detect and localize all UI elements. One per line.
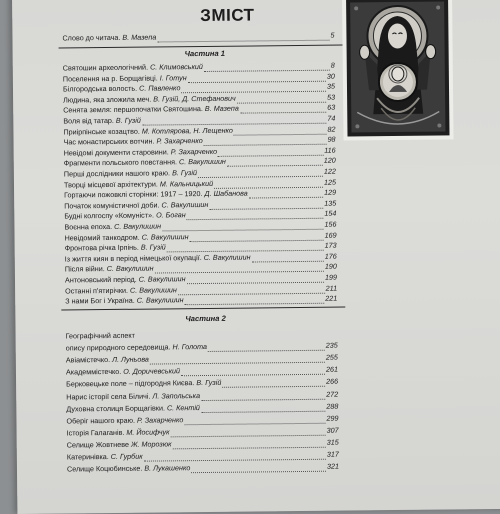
toc-entry-title: Будні колгоспу «Комуніст». xyxy=(64,210,155,221)
toc-entry-title: З нами Бог і Україна. xyxy=(65,295,135,306)
divider-line xyxy=(61,307,345,311)
toc-page-number: 255 xyxy=(325,352,338,362)
toc-leader-dots xyxy=(170,428,325,438)
toc-entry-author: С. Гурбик xyxy=(110,451,143,461)
toc-entry-author: Р. Захарченко xyxy=(136,414,184,425)
toc-leader-dots xyxy=(201,403,326,412)
toc-entry-author: С. Вакулишин xyxy=(161,199,209,210)
toc-page-number: 63 xyxy=(327,103,336,113)
toc-page-number: 307 xyxy=(326,425,339,435)
toc-entry-author: С. Вакулишин xyxy=(106,263,154,274)
toc-leader-dots xyxy=(173,440,326,450)
toc-entry-title: Академмістечко. xyxy=(65,367,122,377)
icon-of-the-theotokos-image xyxy=(342,0,454,141)
toc-entry-title: Останні п'ятирічки. xyxy=(65,285,129,296)
toc-entry-author: Ж. Морозюк xyxy=(130,439,172,449)
toc-entry-author: О. Доричевський xyxy=(123,366,181,377)
toc-page-number: 261 xyxy=(325,364,338,375)
toc-leader-dots xyxy=(249,190,323,199)
toc-entry-title: Географічний аспект xyxy=(65,330,135,341)
toc-part-1-row xyxy=(65,294,337,307)
toc-row-intro xyxy=(62,31,334,44)
toc-entry-author: С. Вакулишин xyxy=(141,231,189,242)
toc-entry-author: В. Гузій xyxy=(140,242,166,252)
toc-leader-dots xyxy=(227,158,323,167)
toc-leader-dots xyxy=(191,464,326,473)
toc-entry-title: Антоновський період. xyxy=(64,274,137,285)
toc-entry-title: Початок комуністичної доби. xyxy=(64,200,160,211)
toc-part-2-row xyxy=(66,329,338,342)
toc-entry-title: опису природного середовища. xyxy=(65,342,171,353)
toc-page-number: 199 xyxy=(324,272,338,282)
toc-page-number: 266 xyxy=(326,376,339,387)
toc-page-number: 299 xyxy=(326,413,339,423)
toc-entry-title: Воля від татар. xyxy=(63,115,114,126)
toc-entry-title: Після війни. xyxy=(64,264,105,274)
toc-leader-dots xyxy=(144,452,326,462)
toc-entry-title: Поселення на р. Борщагівці. xyxy=(62,73,158,84)
page-title: ЗМІСТ xyxy=(200,5,255,26)
toc-page-number: 173 xyxy=(324,240,337,250)
toc-entry-author: С. Вакулишин xyxy=(178,157,226,167)
toc-page-number: 30 xyxy=(326,71,335,81)
toc-entry-title: Воєнна епоха. xyxy=(64,221,113,232)
toc-entry-author: С. Вакулишин xyxy=(136,295,184,305)
toc-page-number: 5 xyxy=(330,30,335,40)
toc-part-2-row xyxy=(66,341,338,354)
toc-entry-author: Л. Луньова xyxy=(112,354,149,365)
toc-entry-author: Р. Захарченко xyxy=(156,136,203,146)
toc-entry-author: Д. Шабанова xyxy=(204,188,248,199)
toc-leader-dots xyxy=(218,148,323,157)
toc-leader-dots xyxy=(237,95,326,104)
toc-entry-title: Селище Коцюбинське. xyxy=(66,463,143,474)
toc-entry-title: Нарис історії села Біличі. xyxy=(66,391,151,401)
toc-page-number: 272 xyxy=(326,389,339,399)
toc-page-number: 120 xyxy=(323,156,336,166)
book-page xyxy=(12,0,500,514)
toc-part-2-row xyxy=(67,450,339,463)
toc-entry-author: С. Кентій xyxy=(166,402,200,412)
toc-page-number: 98 xyxy=(327,134,336,144)
divider-line xyxy=(59,45,343,49)
toc-part-2-row xyxy=(67,437,339,450)
toc-entry-title: Святошин археологічний. xyxy=(62,62,149,73)
toc-page-number: 53 xyxy=(327,92,336,102)
toc-entry-title: Творці місцевої архітектури. xyxy=(63,179,158,190)
toc-part-2-row xyxy=(66,401,338,414)
toc-entry-title: Оберіг нашого краю. xyxy=(66,415,136,426)
toc-leader-dots xyxy=(252,254,324,263)
religious-icon-illustration xyxy=(342,0,454,141)
toc-entry-title: Катеринівка. xyxy=(66,452,109,462)
toc-page-number: 317 xyxy=(326,449,339,459)
toc-entry-author: Р. Захарченко xyxy=(170,146,218,157)
toc-entry-title: Білгородська волость. xyxy=(62,83,138,94)
toc-entry-title: Перші дослідники нашого краю. xyxy=(63,168,171,179)
toc-entry-author: О. Боган xyxy=(155,210,186,220)
toc-entry-title: Невідомий танкодром. xyxy=(64,232,140,243)
toc-leader-dots xyxy=(157,33,329,43)
toc-entry-author: С. Климовський xyxy=(150,62,203,72)
toc-page-number: 129 xyxy=(324,187,337,197)
toc-entry-title: Невідомі документи старовини. xyxy=(63,147,169,158)
toc-page-number: 315 xyxy=(326,437,339,447)
toc-entry-author: С. Вакулишин xyxy=(114,221,162,231)
toc-page-number: 154 xyxy=(324,209,337,219)
toc-page-number: 125 xyxy=(323,177,337,187)
toc-entry-author: В. Мазепа xyxy=(122,32,157,42)
toc-leader-dots xyxy=(181,367,325,377)
toc-page-number: 116 xyxy=(324,145,336,155)
toc-entry-title: Фрагменти польського повстання. xyxy=(63,157,178,168)
toc-entry-author: В. Гузій, Д. Стефанович xyxy=(153,93,236,104)
toc-part-2-row xyxy=(66,413,338,426)
toc-entry-title: Гортаючи пожовклі сторінки: 1917 – 1920. xyxy=(64,189,203,200)
toc-page-number: 211 xyxy=(325,283,338,293)
toc-entry-title: Історія Галаганів. xyxy=(66,427,125,438)
toc-leader-dots xyxy=(234,126,327,135)
toc-entry-author: М. Котлярова, Н. Лещенко xyxy=(141,125,233,136)
toc-leader-dots xyxy=(150,355,325,365)
toc-page-number: 288 xyxy=(326,401,339,411)
toc-leader-dots xyxy=(240,105,326,114)
toc-leader-dots xyxy=(222,379,325,388)
toc-page-number: 235 xyxy=(325,340,338,350)
toc-leader-dots xyxy=(185,296,325,305)
toc-entry-author: В. Лукашенко xyxy=(144,463,191,473)
toc-entry-title: Сенята земля: першопочатки Святошина. xyxy=(63,104,203,115)
toc-entry-author: С. Павленко xyxy=(139,83,181,93)
toc-leader-dots xyxy=(184,415,325,424)
toc-part-2-row xyxy=(66,353,338,366)
toc-entry-title: Приірпінське козацтво. xyxy=(63,126,140,137)
toc-leader-dots xyxy=(201,391,325,400)
toc-page-number: 221 xyxy=(325,293,338,303)
toc-page-number: 321 xyxy=(326,461,340,471)
toc-entry-title: Берковецьке поле – підгородня Києва. xyxy=(66,378,195,389)
toc-part-2-row xyxy=(67,425,339,438)
part-1-heading: Частина 1 xyxy=(184,48,226,59)
toc-entry-author: І. Готун xyxy=(159,72,187,83)
toc-entry-author: В. Гузій xyxy=(115,115,141,125)
toc-page-number: 156 xyxy=(324,219,337,229)
toc-entry-author: Н. Голота xyxy=(172,342,208,352)
toc-page-number: 135 xyxy=(324,198,337,208)
toc-entry-author: М. Йосифчук xyxy=(126,427,170,437)
toc-entry-author: С. Вакулишин xyxy=(129,284,177,295)
toc-entry-author: С. Вакулишин xyxy=(203,252,251,262)
toc-entry-author: С. Вакулишин xyxy=(138,274,186,284)
toc-entry-title: Людина, яка зложила меч. xyxy=(63,94,152,105)
toc-part-2-row xyxy=(66,365,338,378)
toc-page-number: 176 xyxy=(324,251,337,261)
toc-entry-author: В. Гузій xyxy=(171,168,198,178)
toc-page-number: 82 xyxy=(327,124,336,134)
toc-part-2-row xyxy=(66,377,338,390)
toc-page-number: 35 xyxy=(326,81,336,91)
toc-entry-title: Слово до читача. xyxy=(62,32,121,43)
toc-entry-title: Фронтова річка Ірпінь. xyxy=(64,242,139,253)
toc-entry-title: Селище Жовтневе xyxy=(66,439,129,450)
toc-part-2-row xyxy=(67,462,339,475)
toc-page-number: 74 xyxy=(327,113,336,123)
toc-entry-author: М. Кальницький xyxy=(159,178,214,189)
toc-entry-title: Час монастирських вотчин. xyxy=(63,136,155,147)
toc-entry-author: В. Гузій xyxy=(196,378,222,388)
toc-page-number: 169 xyxy=(324,230,337,240)
toc-entry-author: В. Мазепа xyxy=(204,104,239,114)
toc-page-number: 8 xyxy=(330,60,335,70)
toc-page-number: 190 xyxy=(324,262,337,272)
toc-entry-title: Із життя киян в період німецької окупації. xyxy=(64,252,202,264)
toc-page-number: 122 xyxy=(323,166,336,176)
part-2-heading: Частина 2 xyxy=(185,313,226,324)
toc-entry-title: Духовна столиця Борщагівки. xyxy=(66,403,165,414)
toc-part-2-row xyxy=(66,389,338,402)
toc-leader-dots xyxy=(208,343,325,352)
toc-entry-title: Авіамістечко. xyxy=(65,355,111,365)
toc-entry-author: Л. Запольська xyxy=(152,390,201,401)
